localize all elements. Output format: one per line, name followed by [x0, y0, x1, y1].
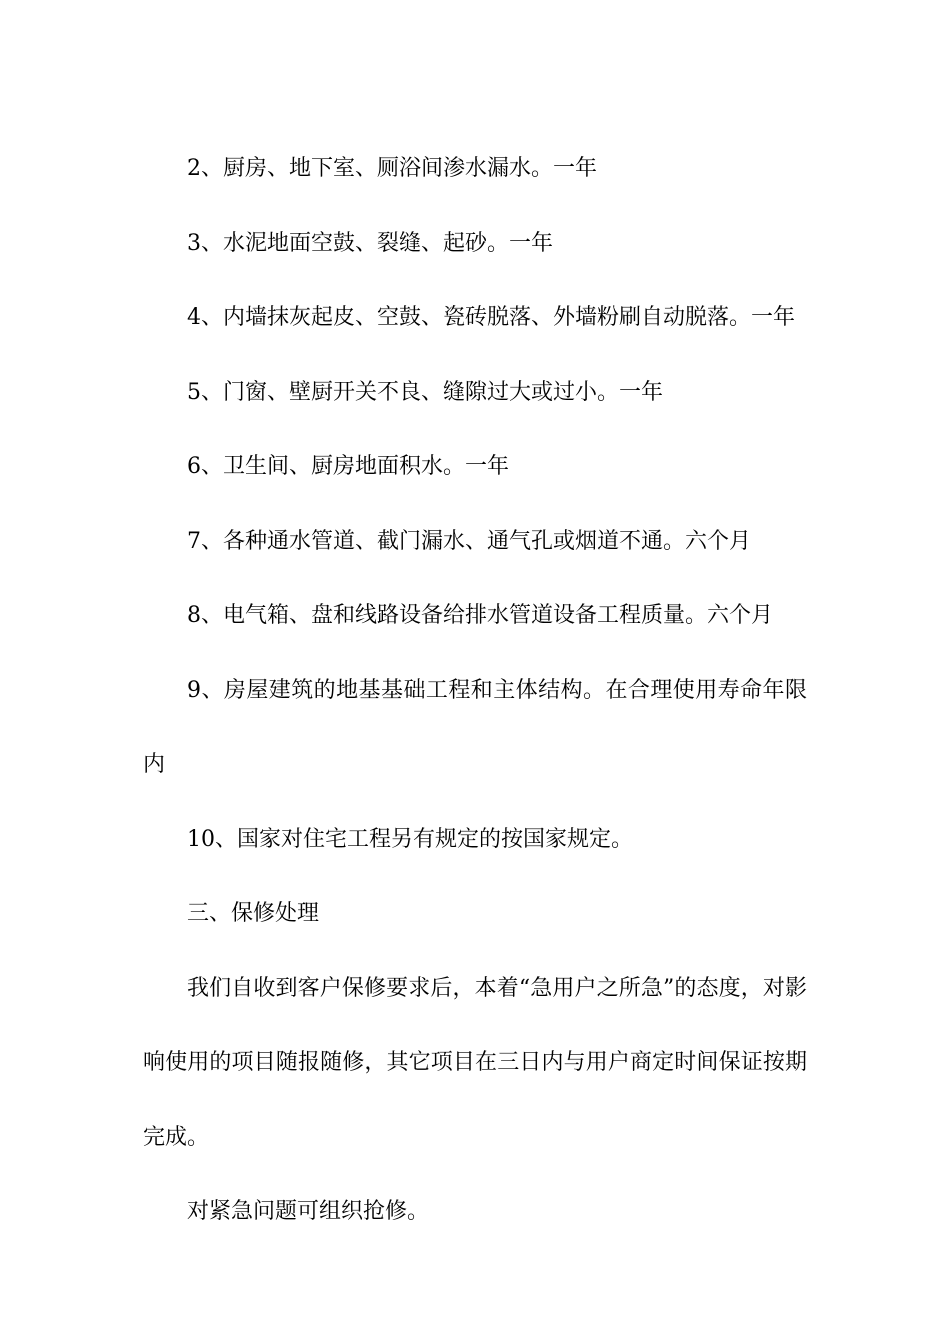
warranty-item-9: 9、房屋建筑的地基基础工程和主体结构。在合理使用寿命年限内	[143, 677, 807, 777]
section-heading: 三、保修处理	[187, 901, 320, 926]
warranty-item-2: 2、厨房、地下室、厕浴间渗水漏水。一年	[187, 156, 597, 181]
document-body	[143, 132, 807, 1250]
warranty-item-5: 5、门窗、壁厨开关不良、缝隙过大或过小。一年	[187, 379, 663, 405]
warranty-item-4: 4、内墙抹灰起皮、空鼓、瓷砖脱落、外墙粉刷自动脱落。一年	[187, 305, 795, 330]
warranty-item-3: 3、水泥地面空鼓、裂缝、起砂。一年	[187, 230, 553, 256]
repair-procedure-paragraph: 我们自收到客户保修要求后，本着“急用户之所急”的态度，对影响使用的项目随报随修，其它项目在三日内与用户商定时间保证按期完成。	[143, 975, 807, 1150]
emergency-repair-paragraph: 对紧急问题可组织抢修。	[187, 1199, 430, 1224]
warranty-item-8: 8、电气箱、盘和线路设备给排水管道设备工程质量。六个月	[187, 603, 773, 628]
warranty-item-7: 7、各种通水管道、截门漏水、通气孔或烟道不通。六个月	[187, 528, 751, 554]
warranty-item-6: 6、卫生间、厨房地面积水。一年	[187, 454, 509, 479]
warranty-item-10: 10、国家对住宅工程另有规定的按国家规定。	[187, 826, 633, 852]
